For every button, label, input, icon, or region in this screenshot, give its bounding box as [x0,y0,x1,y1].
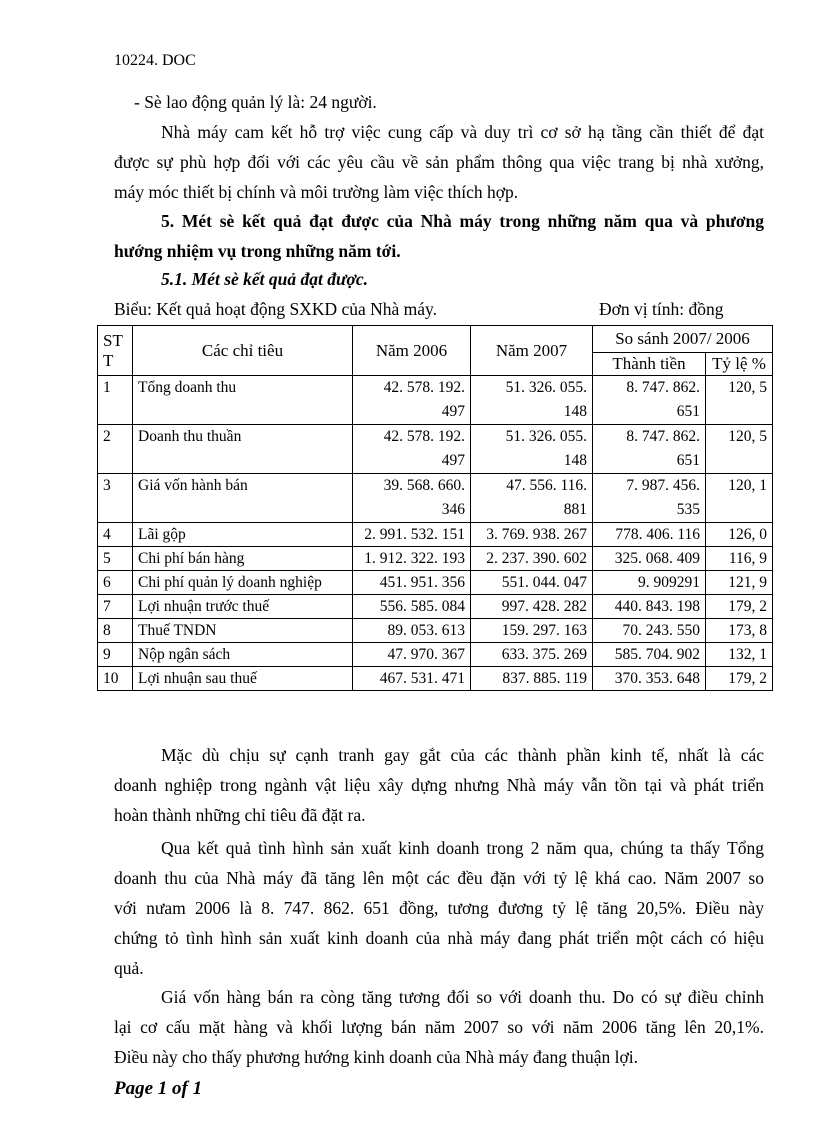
cell-stt: 9 [98,643,133,667]
cell-stt: 10 [98,667,133,691]
cell-ratio: 120, 5 [706,376,773,425]
header-2007: Năm 2007 [471,326,593,376]
cell-2007: 51. 326. 055. 148 [471,376,593,425]
cell-name: Doanh thu thuần [133,425,353,474]
cell-2006: 89. 053. 613 [353,619,471,643]
cell-2006: 467. 531. 471 [353,667,471,691]
cell-amount: 8. 747. 862. 651 [593,425,706,474]
paragraph-line: Điều này cho thấy phương hướng kinh doanh của Nhà máy đang thuận lợi. [114,1047,638,1067]
cell-name: Tổng doanh thu [133,376,353,425]
cell-2007: 51. 326. 055. 148 [471,425,593,474]
cell-2007: 837. 885. 119 [471,667,593,691]
cell-amount: 440. 843. 198 [593,595,706,619]
cell-stt: 4 [98,523,133,547]
cell-stt: 7 [98,595,133,619]
cell-2006: 47. 970. 367 [353,643,471,667]
cell-2006: 42. 578. 192. 497 [353,425,471,474]
text-line: được sự phù hợp đối với các yêu cầu về sản phẩm thông qua việc trang bị nhà xưởng, [114,152,764,172]
cell-ratio: 179, 2 [706,595,773,619]
cell-amount: 8. 747. 862. 651 [593,376,706,425]
paragraph-line: Giá vốn hàng bán ra còng tăng tương đối so với doanh thu. Do có sự điều chỉnh [161,987,764,1007]
section-heading: 5. Mét sè kết quả đạt được của Nhà máy trong những năm qua và phương [161,211,764,231]
cell-2007: 159. 297. 163 [471,619,593,643]
table-caption: Biểu: Kết quả hoạt động SXKD của Nhà máy. [114,299,438,319]
cell-stt: 8 [98,619,133,643]
paragraph-line: Mặc dù chịu sự cạnh tranh gay gắt của các thành phần kinh tế, nhất là các [161,745,764,765]
cell-ratio: 126, 0 [706,523,773,547]
header-2006: Năm 2006 [353,326,471,376]
paragraph-line: quả. [114,958,144,978]
cell-ratio: 132, 1 [706,643,773,667]
cell-amount: 778. 406. 116 [593,523,706,547]
cell-ratio: 121, 9 [706,571,773,595]
cell-ratio: 179, 2 [706,667,773,691]
cell-2006: 42. 578. 192. 497 [353,376,471,425]
cell-2006: 2. 991. 532. 151 [353,523,471,547]
text-line: - Sè lao động quản lý là: 24 người. [134,92,377,112]
subsection-heading: 5.1. Mét sè kết quả đạt được. [161,269,369,289]
table-row [98,571,773,595]
cell-name: Nộp ngân sách [133,643,353,667]
cell-name: Lãi gộp [133,523,353,547]
cell-2006: 451. 951. 356 [353,571,471,595]
cell-2006: 1. 912. 322. 193 [353,547,471,571]
cell-amount: 70. 243. 550 [593,619,706,643]
cell-ratio: 116, 9 [706,547,773,571]
cell-amount: 7. 987. 456. 535 [593,474,706,523]
cell-stt: 2 [98,425,133,474]
page-number: Page 1 of 1 [114,1078,203,1099]
text-line: máy móc thiết bị chính và môi trường làm việc thích hợp. [114,182,519,202]
paragraph-line: Qua kết quả tình hình sản xuất kinh doanh trong 2 năm qua, chúng ta thấy Tổng [161,838,764,858]
paragraph-line: doanh thu của Nhà máy đã tăng lên một các đều đặn với tỷ lệ khá cao. Năm 2007 so [114,868,764,888]
cell-2007: 47. 556. 116. 881 [471,474,593,523]
section-heading: hướng nhiệm vụ trong những năm tới. [114,241,401,261]
cell-stt: 5 [98,547,133,571]
cell-stt: 3 [98,474,133,523]
table-row [98,667,773,691]
cell-2006: 39. 568. 660. 346 [353,474,471,523]
cell-2006: 556. 585. 084 [353,595,471,619]
table-row [98,523,773,547]
cell-name: Giá vốn hành bán [133,474,353,523]
cell-amount: 9. 909291 [593,571,706,595]
table-row [98,376,773,425]
paragraph-line: với nưam 2006 là 8. 747. 862. 651 đồng, tương đương tỷ lệ tăng 20,5%. Điều này [114,898,764,918]
cell-name: Thuế TNDN [133,619,353,643]
cell-name: Lợi nhuận trước thuế [133,595,353,619]
paragraph-line: hoàn thành những chỉ tiêu đã đặt ra. [114,805,366,825]
cell-2007: 3. 769. 938. 267 [471,523,593,547]
cell-2007: 633. 375. 269 [471,643,593,667]
table-row [98,474,773,523]
header-amount: Thành tiền [593,353,706,376]
table-row [98,425,773,474]
cell-name: Lợi nhuận sau thuế [133,667,353,691]
cell-amount: 585. 704. 902 [593,643,706,667]
cell-name: Chi phí quản lý doanh nghiệp [133,571,353,595]
header-ratio: Tỷ lệ % [706,353,773,376]
text-line: Nhà máy cam kết hỗ trợ việc cung cấp và duy trì cơ sở hạ tầng cần thiết để đạt [161,122,764,142]
cell-stt: 1 [98,376,133,425]
table-row [98,619,773,643]
cell-2007: 551. 044. 047 [471,571,593,595]
table-unit: Đơn vị tính: đồng [599,299,724,319]
header-compare: So sánh 2007/ 2006 [593,326,773,353]
header-criteria: Các chỉ tiêu [133,326,353,376]
cell-2007: 2. 237. 390. 602 [471,547,593,571]
paragraph-line: doanh nghiệp trong ngành vật liệu xây dựng nhưng Nhà máy vẫn tồn tại và phát triển [114,775,764,795]
paragraph-line: chứng tỏ tình hình sản xuất kinh doanh của nhà máy đang phát triển một cách có hiệu [114,928,764,948]
cell-2007: 997. 428. 282 [471,595,593,619]
document-filename: 10224. DOC [114,52,196,69]
cell-amount: 370. 353. 648 [593,667,706,691]
paragraph-line: lại cơ cấu mặt hàng và khối lượng bán năm 2007 so với năm 2006 tăng lên 20,1%. [114,1017,764,1037]
cell-ratio: 173, 8 [706,619,773,643]
header-stt: ST T [98,326,133,376]
cell-ratio: 120, 1 [706,474,773,523]
cell-amount: 325. 068. 409 [593,547,706,571]
cell-stt: 6 [98,571,133,595]
table-row [98,547,773,571]
cell-ratio: 120, 5 [706,425,773,474]
cell-name: Chi phí bán hàng [133,547,353,571]
table-row [98,595,773,619]
results-table [97,325,773,691]
table-row [98,643,773,667]
